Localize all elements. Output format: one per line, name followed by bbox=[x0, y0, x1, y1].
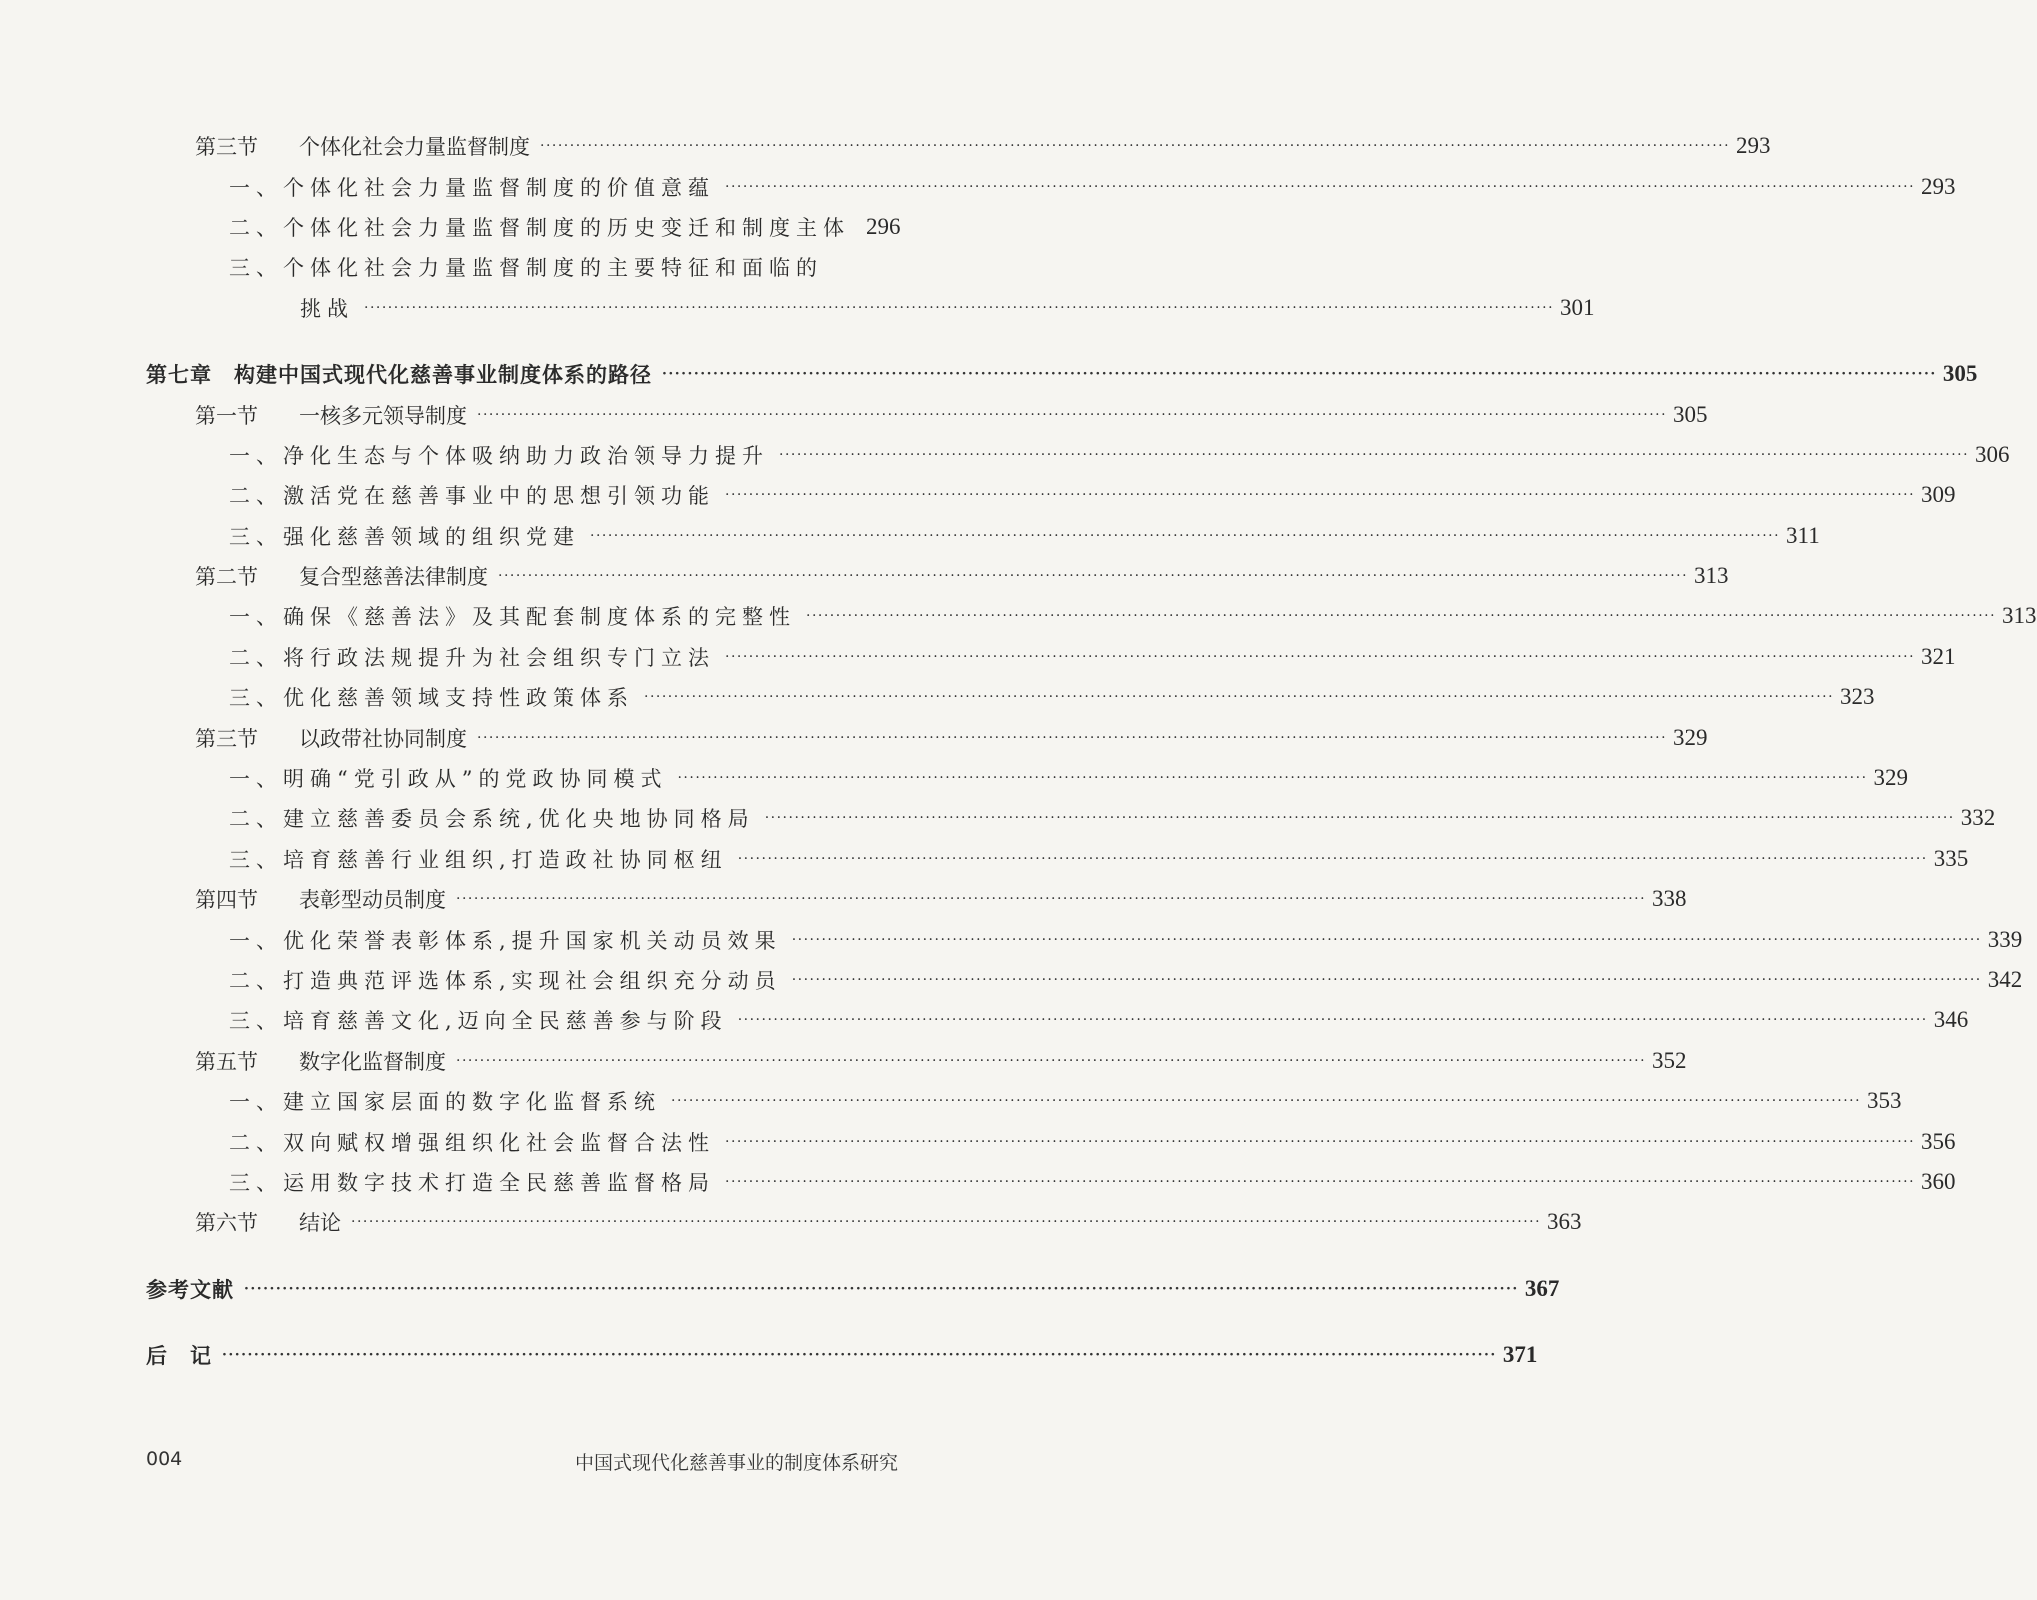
dot-leader: ········································································································································································································ bbox=[540, 138, 1731, 155]
page-number: 323 bbox=[1840, 684, 1875, 710]
page-number: 296 bbox=[866, 213, 901, 239]
dot-leader: ········································································································································································································ bbox=[677, 770, 1868, 787]
dot-leader: ········································································································································································································ bbox=[806, 608, 1997, 625]
entry-title: 参考文献 bbox=[146, 1276, 234, 1302]
page-number: 305 bbox=[1673, 401, 1708, 427]
entry-title: 一、优化荣誉表彰体系,提升国家机关动员效果 bbox=[229, 928, 782, 953]
entry-title: 一、建立国家层面的数字化监督系统 bbox=[229, 1090, 661, 1115]
page-number: 332 bbox=[1960, 805, 1996, 831]
page-number: 293 bbox=[1921, 173, 1956, 199]
section-label: 第三节 bbox=[195, 726, 258, 751]
page-number: 360 bbox=[1921, 1168, 1956, 1194]
entry-title: 一、个体化社会力量监督制度的价值意蕴 bbox=[229, 175, 715, 200]
toc-entry-section[interactable] bbox=[0, 126, 1771, 166]
section-title: 个体化社会力量监督制度 bbox=[299, 135, 530, 160]
entry-title: 后 记 bbox=[146, 1343, 212, 1369]
toc-entry-item[interactable] bbox=[0, 1000, 1969, 1040]
dot-leader: ········································································································································································································ bbox=[791, 972, 1982, 988]
toc-entry-item[interactable] bbox=[0, 1121, 1956, 1161]
toc-entry-item[interactable] bbox=[0, 1081, 1902, 1121]
entry-title: 二、建立慈善委员会系统,优化央地协同格局 bbox=[229, 807, 755, 832]
page-number: 352 bbox=[1652, 1047, 1687, 1073]
page-number: 311 bbox=[1786, 522, 1820, 548]
dot-leader: ········································································································································································································ bbox=[456, 891, 1647, 908]
page-number: 313 bbox=[1694, 563, 1729, 589]
dot-leader: ········································································································································································································ bbox=[364, 299, 1555, 316]
page-number: 339 bbox=[1987, 926, 2023, 952]
toc-entry-item[interactable] bbox=[0, 960, 2023, 1000]
section-title: 以政带社协同制度 bbox=[299, 726, 467, 751]
toc-entry-item[interactable] bbox=[0, 596, 2037, 636]
section-title: 复合型慈善法律制度 bbox=[299, 565, 488, 590]
entry-title: 二、将行政法规提升为社会组织专门立法 bbox=[229, 645, 715, 670]
entry-title bbox=[195, 884, 446, 914]
toc-entry-item[interactable] bbox=[0, 798, 1996, 838]
section-label: 第五节 bbox=[195, 1049, 258, 1074]
entry-title: 三、优化慈善领域支持性政策体系 bbox=[229, 686, 634, 711]
toc-entry-chapter[interactable] bbox=[0, 354, 1978, 394]
page-number: 306 bbox=[1975, 441, 2010, 467]
section-label: 第三节 bbox=[195, 135, 258, 160]
dot-leader: ········································································································································································································ bbox=[779, 446, 1970, 463]
page-number: 309 bbox=[1921, 482, 1956, 508]
page-footer bbox=[146, 1448, 898, 1475]
dot-leader: ········································································································································································································ bbox=[671, 1093, 1862, 1110]
dot-leader: ········································································································································································································ bbox=[725, 178, 1916, 195]
page-number: 346 bbox=[1933, 1007, 1969, 1033]
toc-entry-item[interactable] bbox=[0, 919, 2023, 959]
toc-entry-item[interactable] bbox=[0, 758, 1909, 798]
dot-leader: ········································································································································································································ bbox=[590, 527, 1781, 544]
page-number: 301 bbox=[1560, 294, 1595, 320]
toc-entry-item[interactable] bbox=[0, 475, 1956, 515]
entry-title: 三、运用数字技术打造全民慈善监督格局 bbox=[229, 1170, 715, 1195]
page-number: 293 bbox=[1736, 133, 1771, 159]
entry-title: 一、净化生态与个体吸纳助力政治领导力提升 bbox=[229, 443, 769, 468]
entry-title: 二、个体化社会力量监督制度的历史变迁和制度主体 bbox=[229, 215, 850, 240]
dot-leader: ········································································································································································································ bbox=[351, 1214, 1542, 1231]
entry-title: 一、确保《慈善法》及其配套制度体系的完整性 bbox=[229, 605, 796, 630]
toc-entry-item[interactable] bbox=[0, 839, 1969, 879]
toc-entry-back[interactable] bbox=[0, 1335, 1538, 1375]
dot-leader: ········································································································································································································ bbox=[725, 1173, 1916, 1190]
toc-entry-item[interactable] bbox=[0, 677, 1875, 717]
dot-leader: ········································································································································································································ bbox=[764, 810, 1955, 827]
toc-entry-item[interactable] bbox=[0, 516, 1820, 556]
dot-leader: ········································································································································································································ bbox=[222, 1347, 1497, 1364]
section-label: 第二节 bbox=[195, 565, 258, 590]
toc-entry-back[interactable] bbox=[0, 1269, 1560, 1309]
page-number: 353 bbox=[1867, 1088, 1902, 1114]
entry-title: 第七章 构建中国式现代化慈善事业制度体系的路径 bbox=[146, 362, 652, 388]
toc-entry-item[interactable] bbox=[0, 247, 1007, 287]
entry-title bbox=[195, 1207, 341, 1237]
page-number: 321 bbox=[1921, 643, 1956, 669]
toc-entry-section[interactable] bbox=[0, 717, 1708, 757]
entry-title: 二、激活党在慈善事业中的思想引领功能 bbox=[229, 484, 715, 509]
page-number: 342 bbox=[1987, 967, 2023, 992]
section-label: 第一节 bbox=[195, 403, 258, 428]
entry-title-continuation: 挑战 bbox=[300, 296, 354, 321]
section-title: 表彰型动员制度 bbox=[299, 888, 446, 913]
footer-page-number: 004 bbox=[146, 1448, 183, 1470]
section-title: 一核多元领导制度 bbox=[299, 403, 467, 428]
dot-leader: ········································································································································································································ bbox=[644, 689, 1835, 706]
dot-leader: ········································································································································································································ bbox=[662, 366, 1937, 383]
entry-title bbox=[195, 400, 467, 430]
table-of-contents bbox=[0, 126, 2037, 1375]
dot-leader: ········································································································································································································ bbox=[725, 1133, 1916, 1150]
entry-title: 二、双向赋权增强组织化社会监督合法性 bbox=[229, 1130, 715, 1155]
entry-title: 三、培育慈善行业组织,打造政社协同枢纽 bbox=[229, 847, 728, 872]
entry-title bbox=[195, 561, 488, 591]
toc-entry-section[interactable] bbox=[0, 556, 1729, 596]
entry-title: 一、明确“党引政从”的党政协同模式 bbox=[229, 767, 668, 792]
dot-leader: ········································································································································································································ bbox=[477, 406, 1668, 423]
entry-title: 三、强化慈善领域的组织党建 bbox=[229, 524, 580, 549]
entry-title: 二、打造典范评选体系,实现社会组织充分动员 bbox=[229, 969, 782, 993]
section-label: 第六节 bbox=[195, 1211, 258, 1236]
dot-leader: ········································································································································································································ bbox=[456, 1052, 1647, 1069]
page-number: 338 bbox=[1652, 886, 1687, 912]
page-number: 371 bbox=[1502, 1342, 1538, 1368]
entry-title: 三、个体化社会力量监督制度的主要特征和面临的 bbox=[229, 256, 823, 281]
toc-entry-item[interactable] bbox=[0, 166, 1956, 206]
entry-title: 三、培育慈善文化,迈向全民慈善参与阶段 bbox=[229, 1009, 728, 1034]
toc-entry-item[interactable] bbox=[0, 207, 1007, 247]
toc-entry-section[interactable] bbox=[0, 1041, 1687, 1081]
page-number: 329 bbox=[1873, 765, 1909, 791]
dot-leader: ········································································································································································································ bbox=[477, 729, 1668, 746]
page-number: 363 bbox=[1547, 1209, 1582, 1235]
dot-leader: ········································································································································································································ bbox=[498, 568, 1689, 585]
page-number: 335 bbox=[1933, 845, 1969, 871]
entry-title bbox=[195, 723, 467, 753]
dot-leader: ········································································································································································································ bbox=[791, 931, 1982, 948]
toc-entry-item[interactable] bbox=[0, 435, 2010, 475]
toc-entry-item[interactable] bbox=[0, 637, 1956, 677]
toc-entry-item[interactable] bbox=[0, 1162, 1956, 1202]
toc-entry-section[interactable] bbox=[0, 879, 1687, 919]
dot-leader: ········································································································································································································ bbox=[725, 487, 1916, 504]
section-title: 结论 bbox=[299, 1211, 341, 1236]
section-title: 数字化监督制度 bbox=[299, 1049, 446, 1074]
entry-title bbox=[195, 131, 530, 161]
toc-entry-section[interactable] bbox=[0, 394, 1708, 434]
dot-leader: ········································································································································································································ bbox=[244, 1280, 1519, 1297]
dot-leader: ········································································································································································································ bbox=[737, 1012, 1928, 1029]
page-number: 305 bbox=[1942, 361, 1978, 387]
dot-leader: ········································································································································································································ bbox=[725, 648, 1916, 665]
toc-entry-section[interactable] bbox=[0, 1202, 1582, 1242]
page-number: 367 bbox=[1524, 1275, 1560, 1301]
section-label: 第四节 bbox=[195, 888, 258, 913]
footer-book-title: 中国式现代化慈善事业的制度体系研究 bbox=[574, 1452, 898, 1474]
page-number: 329 bbox=[1673, 724, 1708, 750]
page-number: 356 bbox=[1921, 1128, 1956, 1154]
toc-entry-continuation[interactable] bbox=[0, 288, 1595, 328]
page-number: 313 bbox=[2002, 603, 2037, 629]
dot-leader: ········································································································································································································ bbox=[737, 850, 1928, 867]
entry-title bbox=[195, 1046, 446, 1076]
